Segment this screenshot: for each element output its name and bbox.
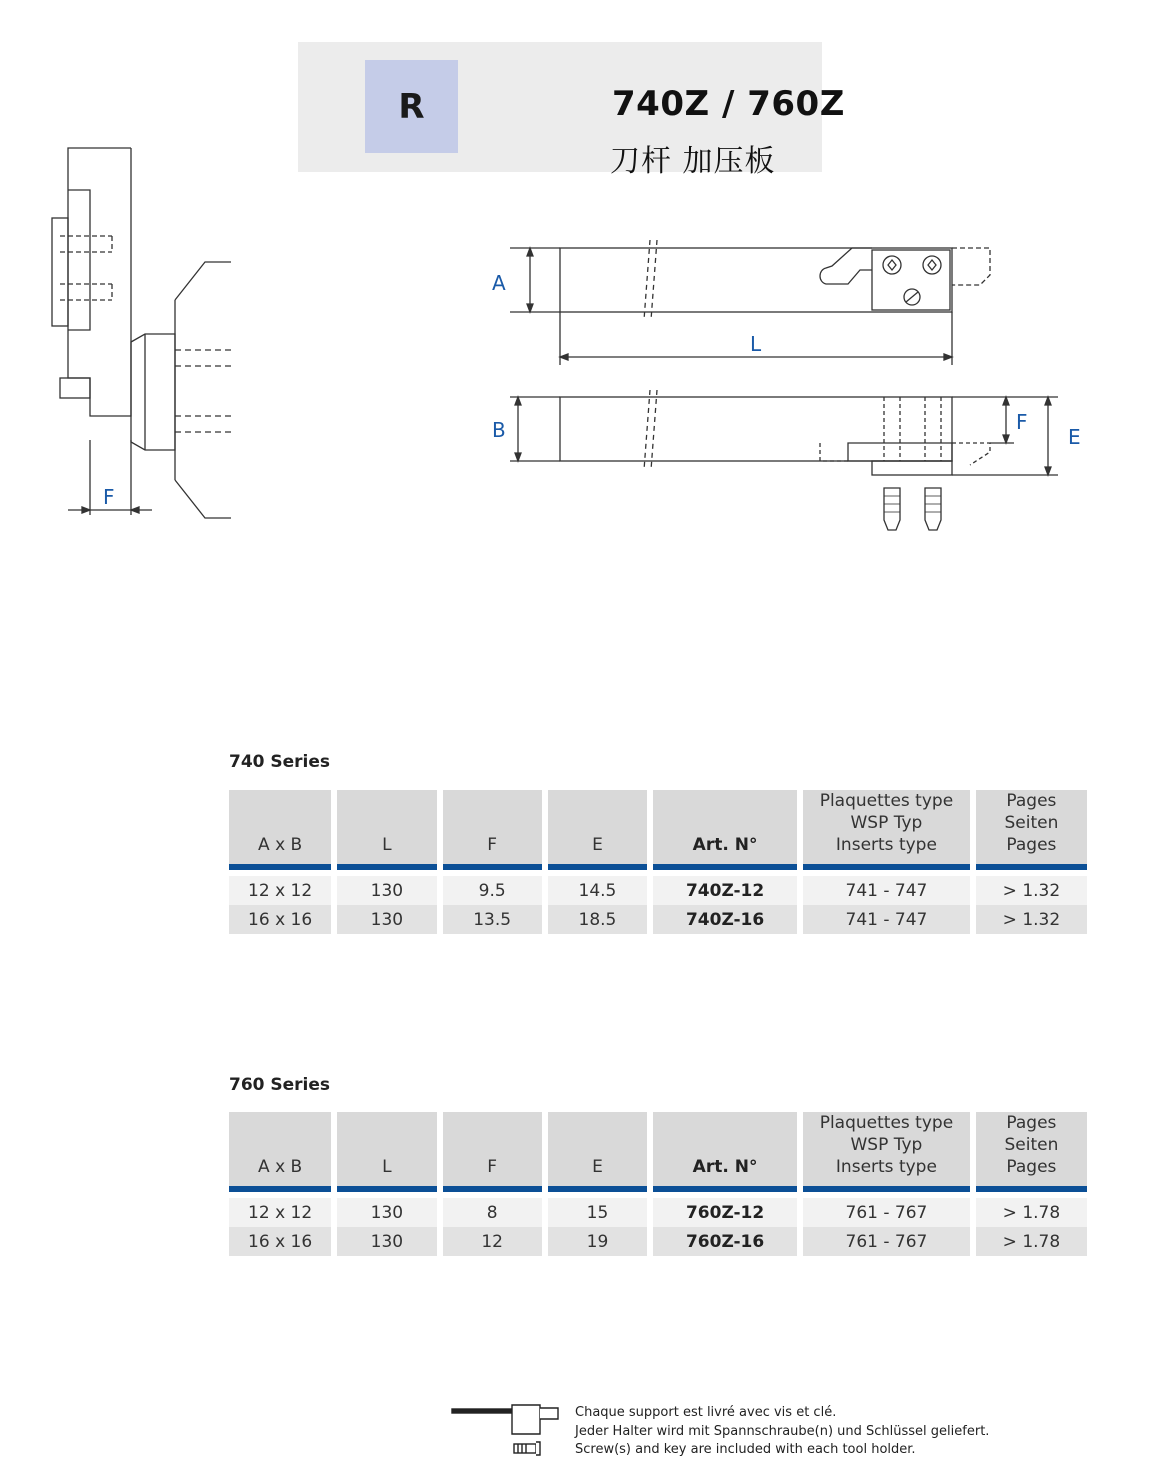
cell-pages: > 1.32 (976, 876, 1087, 905)
included-items-note (575, 1404, 989, 1460)
col-header-e: E (548, 790, 647, 870)
cell-pages: > 1.32 (976, 905, 1087, 934)
front-view-drawing (510, 390, 1058, 530)
spec-table-740 (229, 790, 1087, 934)
cell-inserts: 741 - 747 (803, 876, 970, 905)
table-header (229, 1112, 1087, 1192)
cell-f: 13.5 (443, 905, 542, 934)
cell-pages: > 1.78 (976, 1198, 1087, 1227)
cell-art-no: 760Z-16 (653, 1227, 797, 1256)
cell-e: 15 (548, 1198, 647, 1227)
dim-label-a: A (492, 271, 506, 295)
page-subtitle: 刀杆 加压板 (610, 144, 776, 179)
technical-drawing (0, 0, 1159, 720)
col-header-art-no: Art. N° (653, 1112, 797, 1192)
note-line-de: Jeder Halter wird mit Spannschraube(n) und Schlüssel geliefert. (575, 1423, 990, 1439)
cell-art-no: 760Z-12 (653, 1198, 797, 1227)
cell-art-no: 740Z-12 (653, 876, 797, 905)
section-badge: R (365, 60, 458, 153)
cell-pages: > 1.78 (976, 1227, 1087, 1256)
cell-f: 12 (443, 1227, 542, 1256)
cell-e: 19 (548, 1227, 647, 1256)
col-header-inserts: Plaquettes type WSP Typ Inserts type (803, 790, 970, 870)
col-header-axb: A x B (229, 1112, 331, 1192)
cell-inserts: 761 - 767 (803, 1227, 970, 1256)
col-header-e: E (548, 1112, 647, 1192)
cell-f: 8 (443, 1198, 542, 1227)
col-header-f: F (443, 1112, 542, 1192)
dim-label-e: E (1068, 425, 1081, 449)
cell-axb: 12 x 12 (229, 876, 331, 905)
cell-axb: 12 x 12 (229, 1198, 331, 1227)
cell-e: 14.5 (548, 876, 647, 905)
cell-e: 18.5 (548, 905, 647, 934)
dim-label-f-side: F (103, 485, 115, 509)
table-header (229, 790, 1087, 870)
dim-label-f-front: F (1016, 410, 1028, 434)
spec-table-760 (229, 1112, 1087, 1256)
dim-label-b: B (492, 418, 506, 442)
col-header-f: F (443, 790, 542, 870)
cell-inserts: 741 - 747 (803, 905, 970, 934)
col-header-l: L (337, 1112, 436, 1192)
table-row (229, 1227, 1087, 1256)
page-title: 740Z / 760Z (612, 84, 845, 124)
note-line-en: Screw(s) and key are included with each tool holder. (575, 1442, 916, 1457)
col-header-pages: Pages Seiten Pages (976, 790, 1087, 870)
table-row (229, 1198, 1087, 1227)
col-header-art-no: Art. N° (653, 790, 797, 870)
series-title-760: 760 Series (229, 1075, 331, 1095)
cell-l: 130 (337, 905, 436, 934)
series-title-740: 740 Series (229, 752, 331, 772)
col-header-l: L (337, 790, 436, 870)
cell-l: 130 (337, 1198, 436, 1227)
cell-f: 9.5 (443, 876, 542, 905)
table-row (229, 905, 1087, 934)
cell-axb: 16 x 16 (229, 905, 331, 934)
col-header-inserts: Plaquettes type WSP Typ Inserts type (803, 1112, 970, 1192)
dim-label-l: L (750, 332, 762, 356)
cell-l: 130 (337, 1227, 436, 1256)
cell-l: 130 (337, 876, 436, 905)
col-header-pages: Pages Seiten Pages (976, 1112, 1087, 1192)
note-line-fr: Chaque support est livré avec vis et clé. (575, 1405, 837, 1420)
cell-axb: 16 x 16 (229, 1227, 331, 1256)
key-and-screw-icon (450, 1402, 566, 1458)
table-row (229, 876, 1087, 905)
col-header-axb: A x B (229, 790, 331, 870)
cell-art-no: 740Z-16 (653, 905, 797, 934)
side-view-drawing (52, 148, 231, 518)
cell-inserts: 761 - 767 (803, 1198, 970, 1227)
